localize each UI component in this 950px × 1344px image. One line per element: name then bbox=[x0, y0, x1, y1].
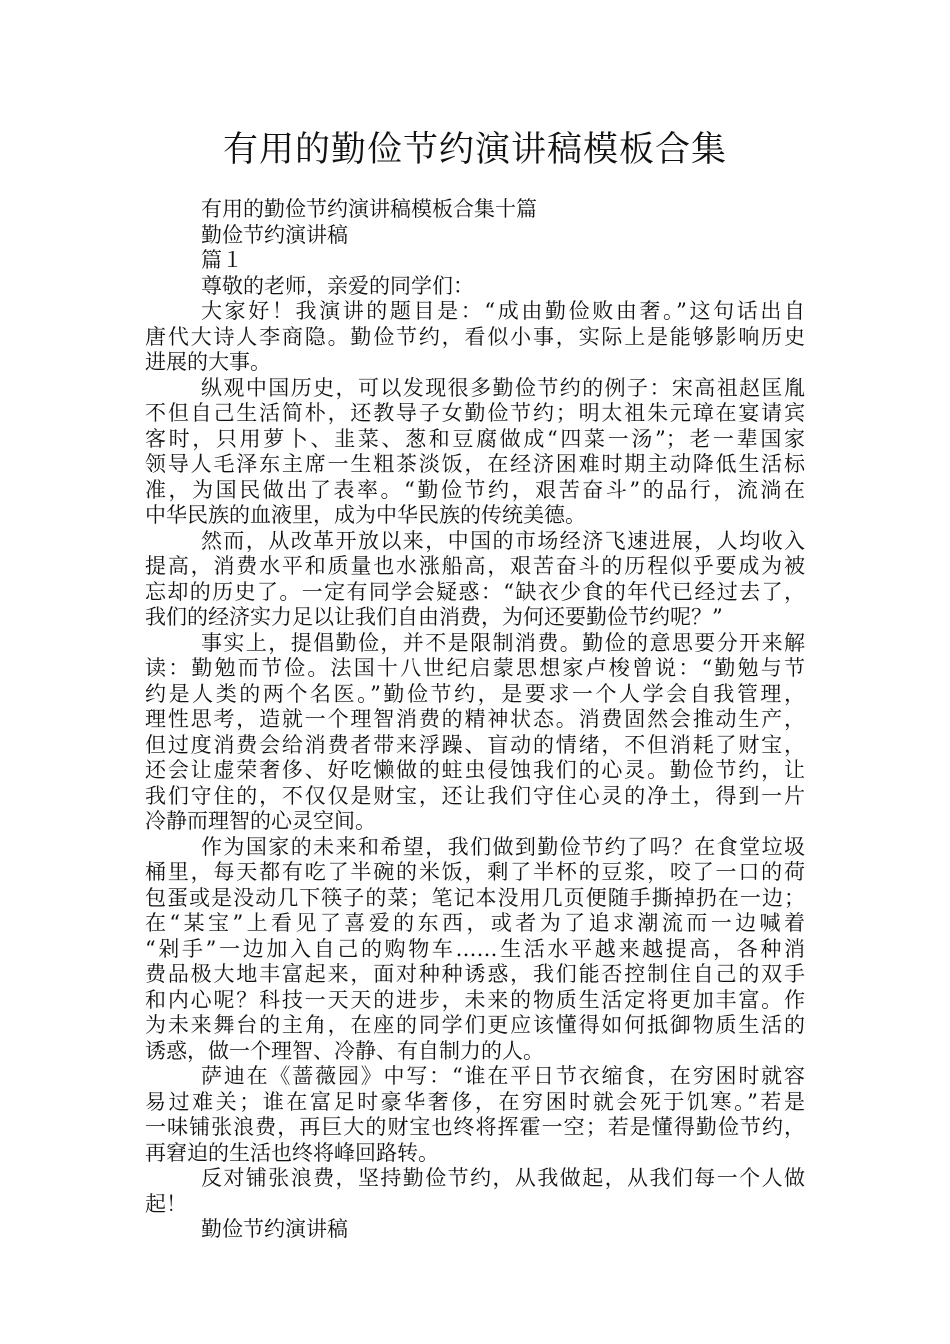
paragraph-line: 我们的经济实力足以让我们自由消费，为何还要勤俭节约呢？” bbox=[145, 605, 723, 629]
paragraph-line: 诱惑，做一个理智、冷静、有自制力的人。 bbox=[145, 1038, 544, 1063]
subtitle: 有用的勤俭节约演讲稿模板合集十篇 bbox=[201, 197, 537, 221]
paragraph bbox=[145, 631, 805, 835]
paragraph-line: 纵观中国历史，可以发现很多勤俭节约的例子：宋高祖赵匡胤 bbox=[201, 375, 805, 400]
paragraph-line: 冷静而理智的心灵空间。 bbox=[145, 809, 376, 833]
paragraph bbox=[145, 1064, 805, 1166]
salutation: 尊敬的老师，亲爱的同学们： bbox=[201, 273, 474, 298]
paragraph-line: 提高，消费水平和质量也水涨船高，艰苦奋斗的历程似乎要成为被 bbox=[145, 554, 805, 578]
paragraph-line: 起！ bbox=[145, 1191, 187, 1216]
paragraph bbox=[145, 529, 805, 631]
paragraph-line: 约是人类的两个名医。”勤俭节约，是要求一个人学会自我管理， bbox=[145, 681, 805, 706]
paragraph-line: “剁手”一边加入自己的购物车……生活水平越来越提高，各种消 bbox=[145, 936, 805, 961]
paragraph-line: 再窘迫的生活也终将峰回路转。 bbox=[145, 1140, 439, 1165]
closing-heading: 勤俭节约演讲稿 bbox=[201, 1217, 348, 1241]
paragraph-line: 一味铺张浪费，再巨大的财宝也终将挥霍一空；若是懂得勤俭节约， bbox=[145, 1115, 805, 1139]
paragraph-line: 客时，只用萝卜、韭菜、葱和豆腐做成“四菜一汤”；老一辈国家 bbox=[145, 426, 805, 451]
paragraph-line: 然而，从改革开放以来，中国的市场经济飞速进展，人均收入 bbox=[201, 528, 805, 553]
paragraph-line: 理性思考，造就一个理智消费的精神状态。消费固然会推动生产， bbox=[145, 707, 805, 731]
paragraph-line: 准，为国民做出了表率。“勤俭节约，艰苦奋斗”的品行，流淌在 bbox=[145, 477, 805, 502]
paragraph bbox=[145, 1166, 805, 1217]
paragraph-line: 不但自己生活简朴，还教导子女勤俭节约；明太祖朱元璋在宴请宾 bbox=[145, 401, 805, 425]
paragraph-line: 我们守住的，不仅仅是财宝，还让我们守住心灵的净土，得到一片 bbox=[145, 783, 805, 808]
paragraph-line: 唐代大诗人李商隐。勤俭节约，看似小事，实际上是能够影响历史 bbox=[145, 324, 805, 349]
paragraph-line: 为未来舞台的主角，在座的同学们更应该懂得如何抵御物质生活的 bbox=[145, 1013, 805, 1037]
chapter-label: 篇１ bbox=[201, 248, 243, 272]
section-heading: 勤俭节约演讲稿 bbox=[201, 222, 348, 247]
paragraph-line: 在“某宝”上看见了喜爱的东西，或者为了追求潮流而一边喊着 bbox=[145, 911, 805, 935]
paragraph-line: 读：勤勉而节俭。法国十八世纪启蒙思想家卢梭曾说：“勤勉与节 bbox=[145, 656, 805, 680]
paragraph-line: 萨迪在《蔷薇园》中写：“谁在平日节衣缩食，在穷困时就容 bbox=[201, 1064, 805, 1088]
paragraph-line: 作为国家的未来和希望，我们做到勤俭节约了吗？在食堂垃圾 bbox=[201, 834, 805, 859]
paragraph-line: 大家好！我演讲的题目是：“成由勤俭败由奢。”这句话出自 bbox=[201, 299, 805, 323]
paragraph-line: 但过度消费会给消费者带来浮躁、盲动的情绪，不但消耗了财宝， bbox=[145, 732, 805, 757]
document-title: 有用的勤俭节约演讲稿模板合集 bbox=[222, 130, 727, 170]
paragraph-line: 易过难关；谁在富足时豪华奢侈，在穷困时就会死于饥寒。”若是 bbox=[145, 1089, 805, 1114]
paragraph bbox=[145, 835, 805, 1065]
paragraph-line: 桶里，每天都有吃了半碗的米饭，剩了半杯的豆浆，咬了一口的荷 bbox=[145, 860, 805, 884]
document-body bbox=[145, 197, 805, 1243]
paragraph-line: 忘却的历史了。一定有同学会疑惑：“缺衣少食的年代已经过去了， bbox=[145, 579, 805, 604]
paragraph-line: 包蛋或是没动几下筷子的菜；笔记本没用几页便随手撕掉扔在一边； bbox=[145, 885, 805, 910]
paragraph-line: 反对铺张浪费，坚持勤俭节约，从我做起，从我们每一个人做 bbox=[201, 1166, 805, 1190]
paragraph-line: 中华民族的血液里，成为中华民族的传统美德。 bbox=[145, 503, 586, 527]
paragraph-line: 领导人毛泽东主席一生粗茶淡饭，在经济困难时期主动降低生活标 bbox=[145, 452, 805, 476]
paragraph-line: 事实上，提倡勤俭，并不是限制消费。勤俭的意思要分开来解 bbox=[201, 630, 805, 655]
paragraph bbox=[145, 299, 805, 376]
paragraph-line: 进展的大事。 bbox=[145, 350, 271, 374]
paragraph-list bbox=[145, 299, 805, 1217]
paragraph-line: 还会让虚荣奢侈、好吃懒做的蛀虫侵蚀我们的心灵。勤俭节约，让 bbox=[145, 758, 805, 782]
paragraph-line: 和内心呢？科技一天天的进步，未来的物质生活定将更加丰富。作 bbox=[145, 987, 805, 1012]
paragraph-line: 费品极大地丰富起来，面对种种诱惑，我们能否控制住自己的双手 bbox=[145, 962, 805, 986]
paragraph bbox=[145, 376, 805, 529]
